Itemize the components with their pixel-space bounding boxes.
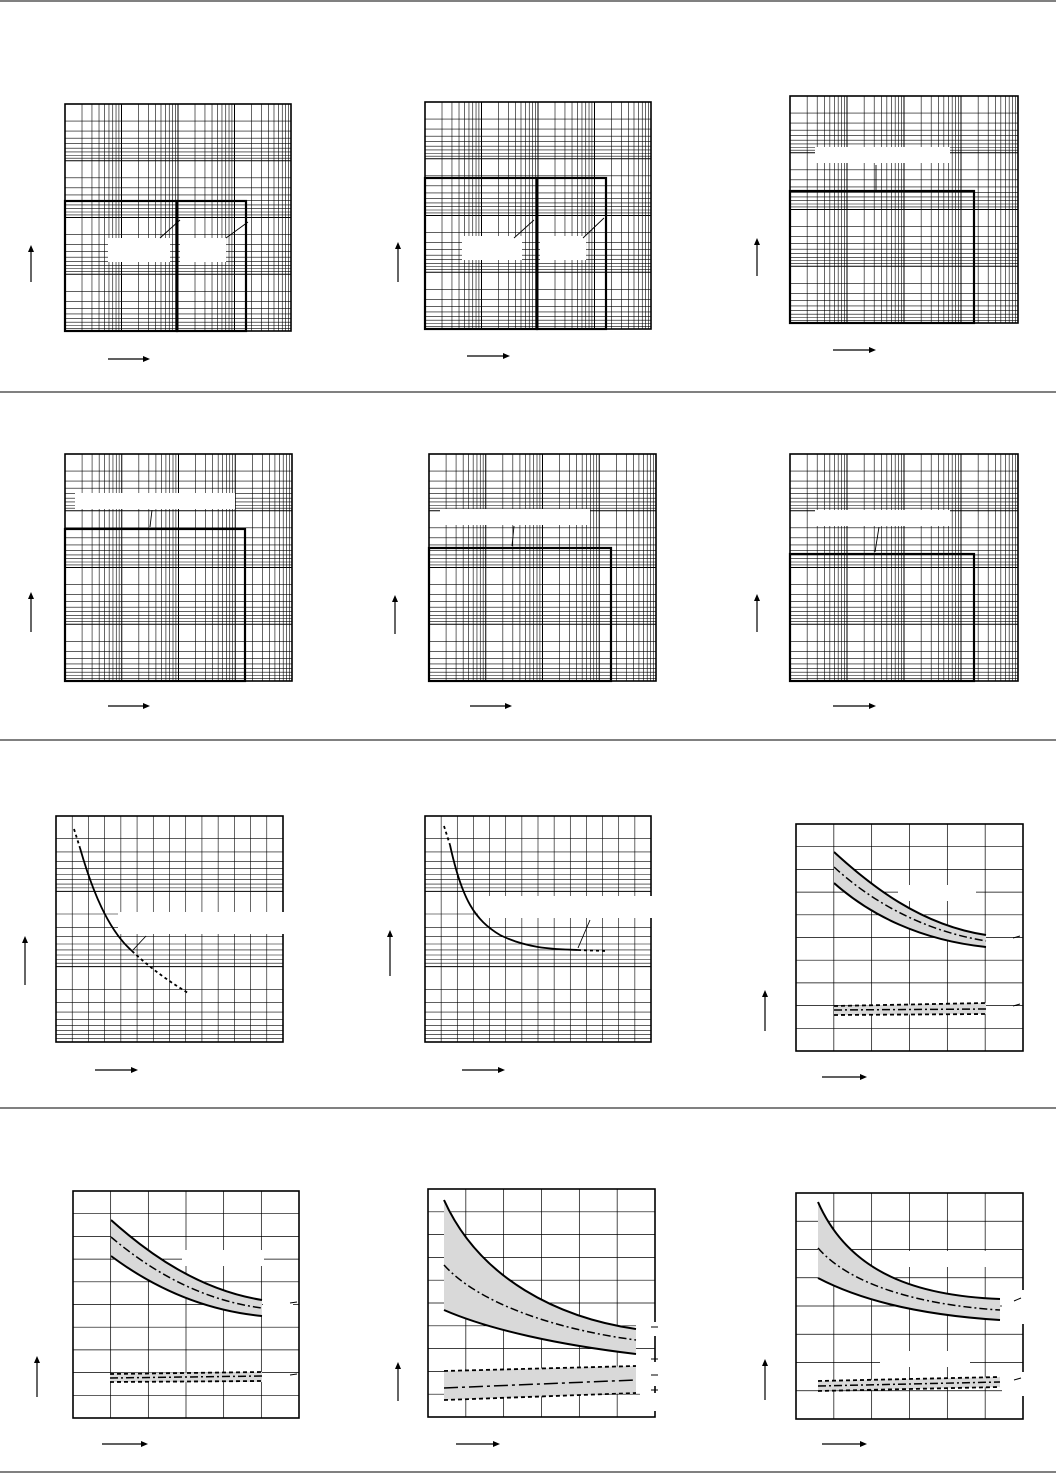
chart-panel-7 bbox=[387, 816, 654, 1073]
label-knockout-2 bbox=[640, 1393, 658, 1411]
label-knockout-0 bbox=[182, 1250, 264, 1266]
upper-band-fill bbox=[444, 1200, 636, 1354]
y-axis-arrow-head bbox=[762, 990, 768, 997]
x-axis-arrow-head bbox=[131, 1067, 138, 1073]
chart-panel-9 bbox=[34, 1191, 299, 1447]
label-knockout-0 bbox=[440, 509, 590, 525]
series-line-extrapolated-start bbox=[444, 826, 450, 845]
x-axis-arrow-head bbox=[498, 1067, 505, 1073]
leader-line-0 bbox=[150, 510, 152, 527]
x-axis-arrow-head bbox=[143, 703, 150, 709]
rating-boundary-0 bbox=[790, 191, 974, 323]
label-knockout-0 bbox=[75, 493, 235, 509]
y-axis-arrow-head bbox=[387, 930, 393, 937]
label-knockout-0 bbox=[815, 147, 950, 163]
label-knockout-0 bbox=[462, 236, 522, 260]
chart-panel-2 bbox=[754, 96, 1018, 353]
label-knockout bbox=[478, 896, 654, 918]
x-axis-arrow-head bbox=[493, 1441, 500, 1447]
x-axis-arrow-head bbox=[505, 703, 512, 709]
y-axis-arrow-head bbox=[34, 1356, 40, 1363]
chart-panels bbox=[22, 96, 1026, 1447]
series-line bbox=[80, 848, 132, 951]
label-knockout-0 bbox=[907, 1251, 987, 1267]
leader-line-0 bbox=[875, 527, 879, 552]
label-knockout-1 bbox=[263, 1290, 293, 1312]
label-knockout-1 bbox=[636, 1362, 656, 1386]
chart-panel-5 bbox=[754, 454, 1018, 709]
label-knockout-2 bbox=[1002, 1290, 1026, 1324]
chart-panel-1 bbox=[395, 102, 651, 359]
series-line-extrapolated-end bbox=[132, 951, 188, 993]
label-knockout bbox=[118, 912, 286, 934]
y-axis-arrow-head bbox=[754, 238, 760, 245]
leader-line-1 bbox=[583, 218, 604, 238]
y-axis-arrow-head bbox=[22, 936, 28, 943]
y-axis-arrow-head bbox=[395, 1362, 401, 1369]
label-tick-1 bbox=[290, 1374, 297, 1375]
x-axis-arrow-head bbox=[860, 1074, 867, 1080]
y-axis-arrow-head bbox=[762, 1359, 768, 1366]
leader-line-0 bbox=[514, 220, 534, 238]
label-knockout-0 bbox=[636, 1322, 656, 1336]
rating-boundary-0 bbox=[790, 554, 974, 681]
label-knockout-1 bbox=[540, 236, 586, 260]
chart-panel-4 bbox=[392, 454, 656, 709]
leader-line bbox=[133, 936, 146, 950]
y-axis-arrow-head bbox=[754, 594, 760, 601]
y-axis-arrow-head bbox=[28, 245, 34, 252]
y-axis-arrow-head bbox=[392, 595, 398, 602]
x-axis-arrow-head bbox=[869, 347, 876, 353]
chart-panel-3 bbox=[28, 454, 292, 709]
lower-band-typical bbox=[834, 1009, 986, 1010]
x-axis-arrow-head bbox=[143, 356, 150, 362]
chart-panel-11 bbox=[762, 1193, 1026, 1447]
chart-panel-8 bbox=[762, 824, 1023, 1080]
chart-panel-0 bbox=[28, 104, 291, 362]
label-knockout-1 bbox=[880, 1351, 970, 1367]
label-knockout-3 bbox=[1002, 1372, 1026, 1396]
x-axis-arrow-head bbox=[503, 353, 510, 359]
label-knockout-0 bbox=[898, 885, 976, 901]
label-knockout-0 bbox=[815, 510, 950, 526]
x-axis-arrow-head bbox=[869, 703, 876, 709]
upper-band-fill bbox=[111, 1220, 262, 1316]
label-knockout-1 bbox=[180, 238, 226, 262]
y-axis-arrow-head bbox=[395, 242, 401, 249]
chart-panel-6 bbox=[22, 816, 286, 1073]
rating-boundary-1 bbox=[177, 201, 246, 331]
row-separators bbox=[0, 1, 1056, 1472]
x-axis-arrow-head bbox=[860, 1441, 867, 1447]
x-axis-arrow-head bbox=[141, 1441, 148, 1447]
y-axis-arrow-head bbox=[28, 592, 34, 599]
label-knockout-0 bbox=[108, 238, 170, 262]
chart-panel-10 bbox=[395, 1189, 658, 1447]
